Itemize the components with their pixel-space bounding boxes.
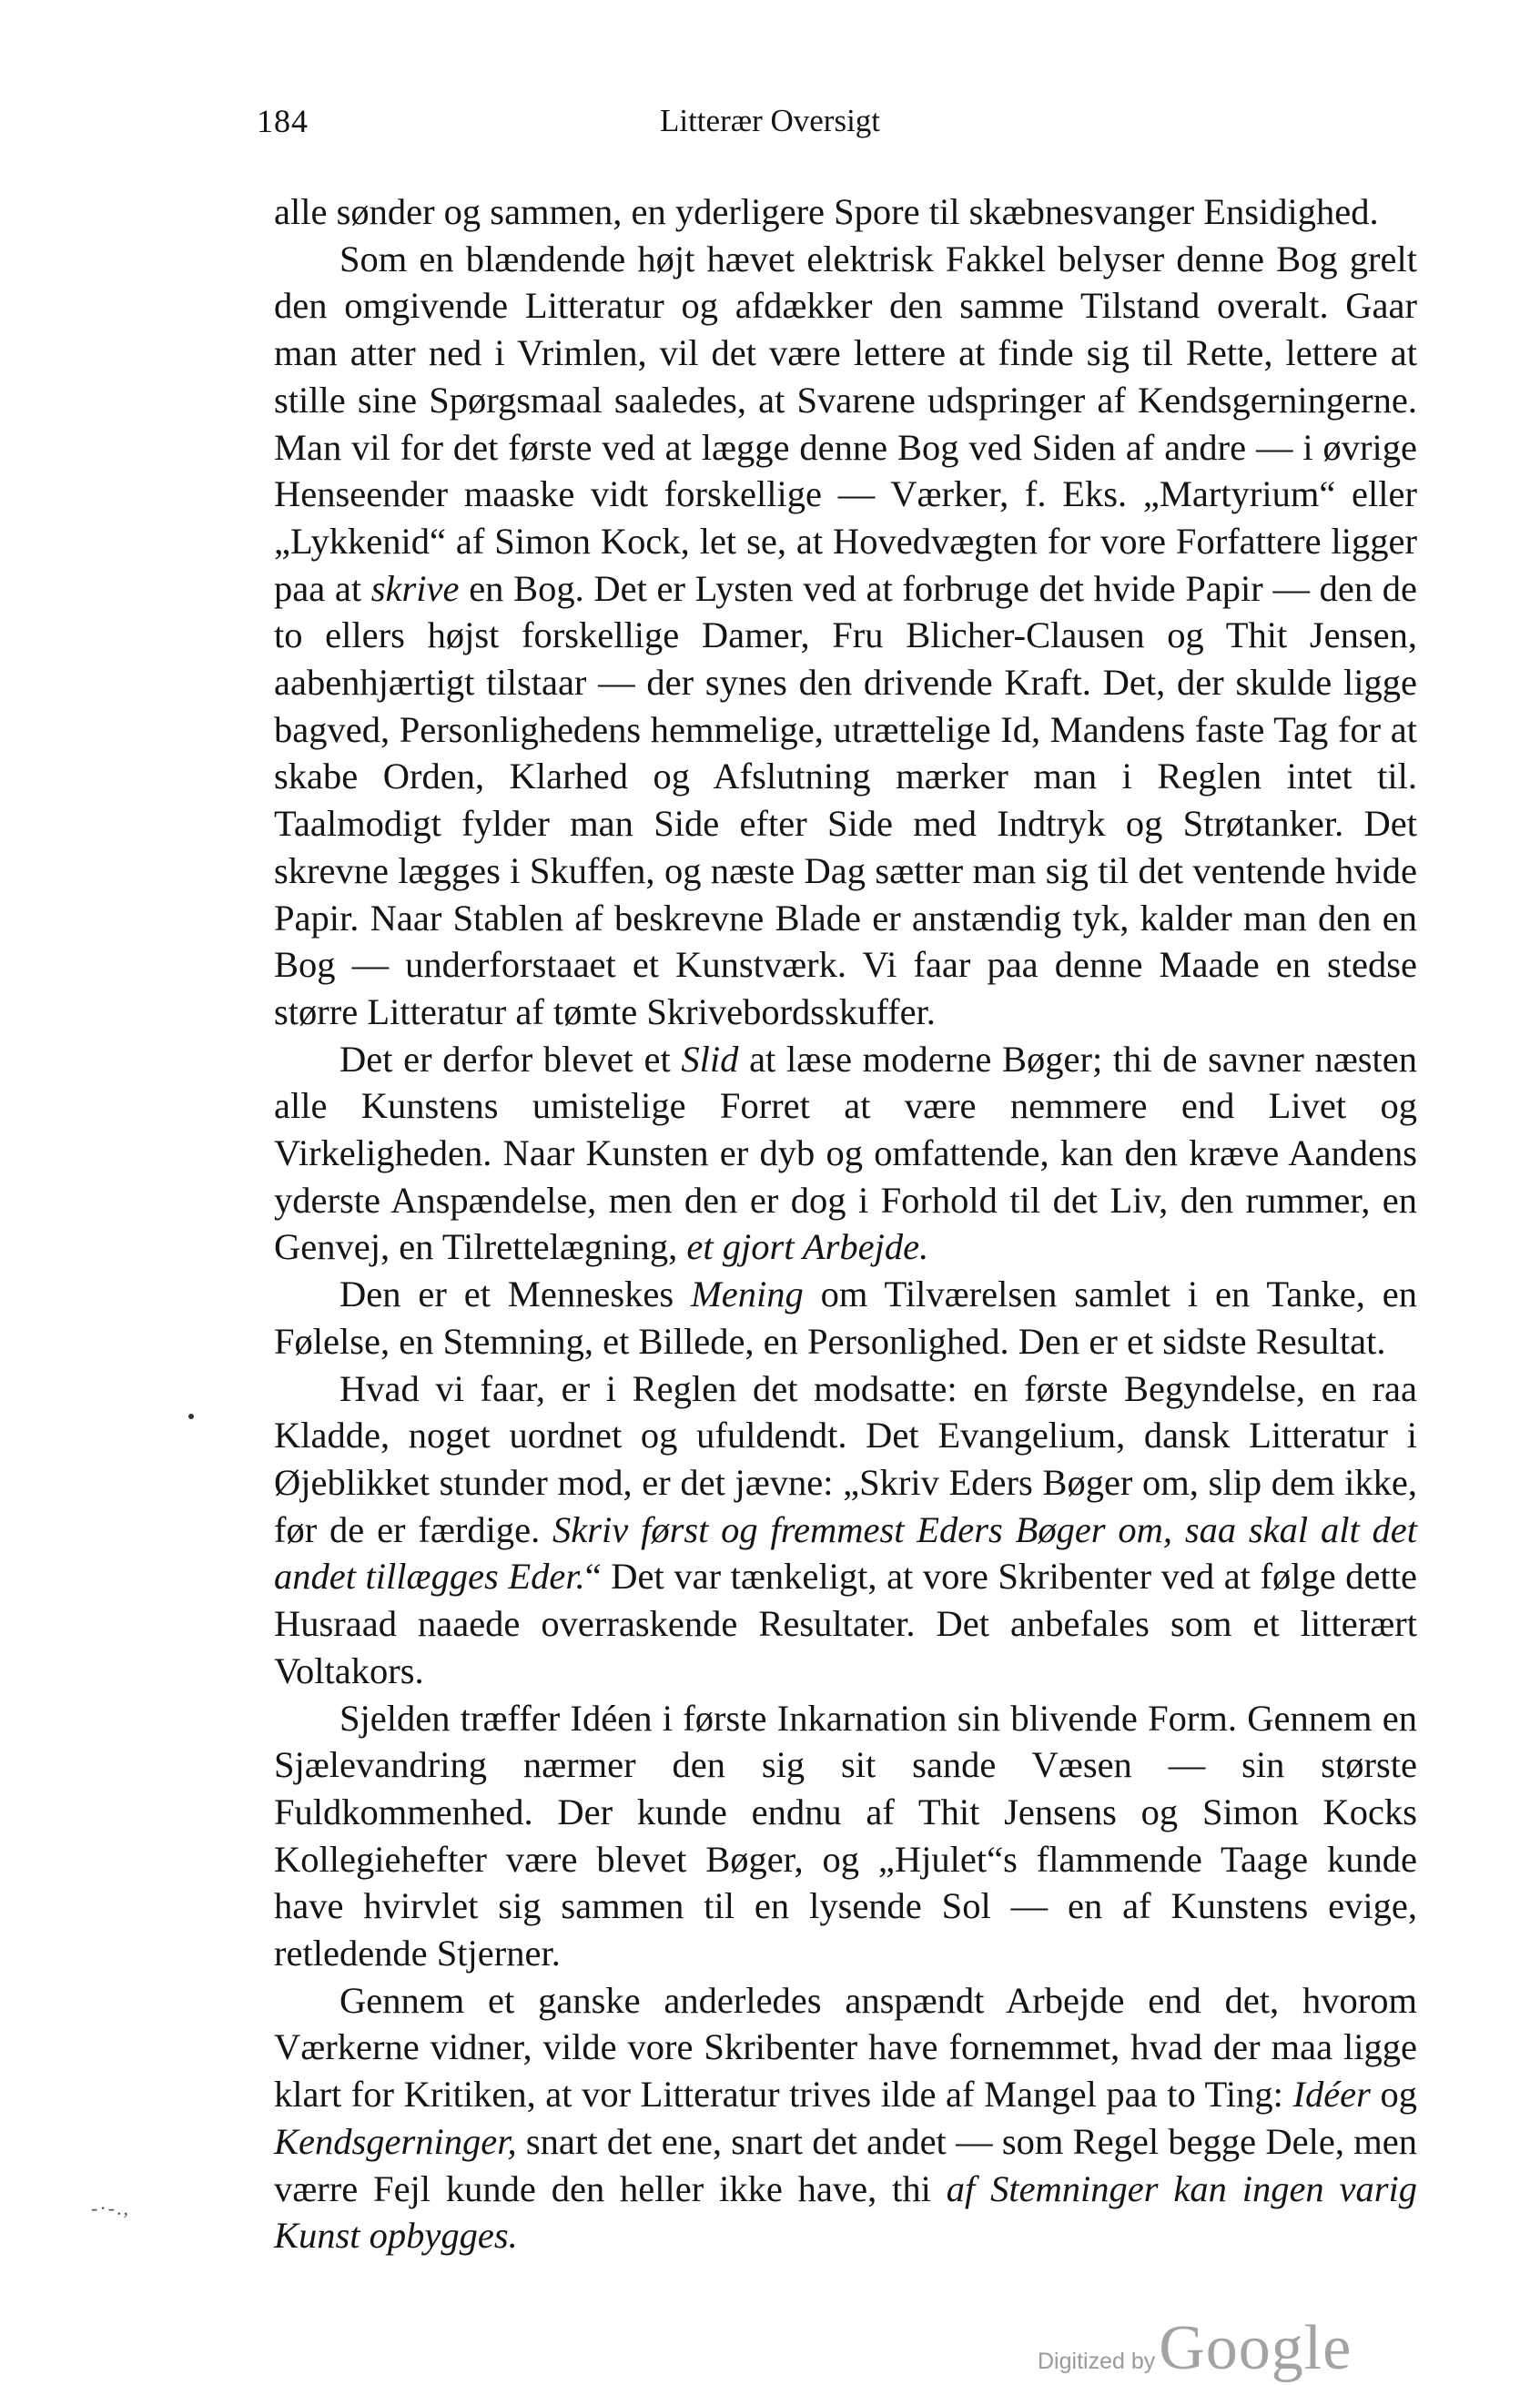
body-text bbox=[274, 188, 1417, 2259]
paragraph-2-tail: en Bog. Det er Lysten ved at forbruge det hvide Papir — den de to ellers højst forskellige Damer, Fru Blicher-Clausen og Thit Jensen, aabenhjærtigt tilstaar — der synes den drivende Kraft. Det, der skulde ligge bagved, Personlighedens hemmelige, utrættelige Id, Mandens faste Tag for at skabe Orden, Klarhed og Afslutning mærker man i Reglen intet til. Taalmodigt fylder man Side efter Side med Indtryk og Strøtanker. Det skrevne lægges i Skuffen, og næste Dag sætter man sig til det ventende hvide Papir. Naar Stablen af beskrevne Blade er anstændig tyk, kalder man den en Bog — underforstaaet et Kunstværk. Vi faar paa denne Maade en stedse større Litteratur af tømte Skrivebordsskuffer. bbox=[274, 567, 1418, 1032]
paragraph-7-emphasis-2: Kendsgerninger, bbox=[274, 2120, 517, 2162]
paragraph-2-emphasis: skrive bbox=[370, 567, 460, 609]
paragraph-2 bbox=[274, 236, 1417, 1036]
paragraph-7-text-b: og bbox=[1380, 2074, 1418, 2116]
paragraph-2-text: Som en blændende højt hævet elektrisk Fakkel belyser denne Bog grelt den omgivende Litteratur og afdækker den samme Tilstand overalt. Gaar man atter ned i Vrimlen, vil det være lettere at finde sig til Rette, lettere at stille sine Spørgsmaal saaledes, at Svarene udspringer af Kendsgerningerne. Man vil for det første ved at lægge denne Bog ved Siden af andre — i øvrige Henseender maaske vidt forskellige — Værker, f. Eks. „Martyrium“ eller „Lykkenid“ af Simon Kock, let se, at Hovedvægten for vore Forfattere ligger paa at bbox=[274, 238, 1417, 609]
stray-mark: -·-., bbox=[91, 2197, 130, 2219]
paragraph-5-emphasis: Skriv først og fremmest Eders Bøger om, saa skal alt det andet tillægges Eder. bbox=[274, 1508, 1418, 1598]
paragraph-7-emphasis-3: af Stemninger kan ingen varig Kunst opbygges. bbox=[274, 2167, 1418, 2257]
paragraph-3-emphasis-2: et gjort Arbejde. bbox=[686, 1226, 929, 1268]
stray-dot bbox=[188, 1414, 194, 1419]
paragraph-6 bbox=[274, 1695, 1417, 1977]
running-title: Litterær Oversigt bbox=[659, 103, 881, 138]
google-logo: Google bbox=[1159, 2313, 1353, 2383]
page-number: 184 bbox=[257, 103, 309, 139]
paragraph-1 bbox=[274, 188, 1417, 236]
paragraph-3 bbox=[274, 1036, 1417, 1272]
paragraph-5-text-a: Hvad vi faar, er i Reglen det modsatte: en første Begyndelse, en raa Kladde, noget uordnet og ufuldendt. Det Evangelium, dansk Litteratur i Øjeblikket stunder mod, er det jævne: „Skriv Eders Bøger om, slip dem ikke, før de er færdige. bbox=[274, 1367, 1417, 1550]
paragraph-3-text-b: at læse moderne Bøger; thi de savner næsten alle Kunstens umistelige Forret at være nemmere end Livet og Virkeligheden. Naar Kunsten er dyb og omfattende, kan den kræve Aandens yderste Anspændelse, men den er dog i Forhold til det Liv, den rummer, en Genvej, en Tilrettelægning, bbox=[274, 1038, 1418, 1268]
digitized-watermark bbox=[1038, 2312, 1352, 2385]
watermark-prefix: Digitized by bbox=[1038, 2349, 1156, 2374]
paragraph-3-emphasis-1: Slid bbox=[681, 1038, 739, 1080]
paragraph-6-text: Sjelden træffer Idéen i første Inkarnation sin blivende Form. Gennem en Sjælevandring nærmer den sig sit sande Væsen — sin største Fuldkommenhed. Der kunde endnu af Thit Jensens og Simon Kocks Kollegiehefter være blevet Bøger, og „Hjulet“s flammende Taage kunde have hvirvlet sig sammen til en lysende Sol — en af Kunstens evige, retledende Stjerner. bbox=[274, 1697, 1417, 1974]
paragraph-5-text-b: “ Det var tænkeligt, at vore Skribenter ved at følge dette Husraad naaede overraskende Resultater. Det anbefales som et litterært Voltakors. bbox=[274, 1556, 1417, 1691]
paragraph-7 bbox=[274, 1977, 1417, 2259]
paragraph-7-emphasis-1: Idéer bbox=[1292, 2074, 1371, 2116]
paragraph-7-text-a: Gennem et ganske anderledes anspændt Arbejde end det, hvorom Værkerne vidner, vilde vore Skribenter have fornemmet, hvad der maa ligge klart for Kritiken, at vor Litteratur trives ilde af Mangel paa to Ting: bbox=[274, 1979, 1417, 2116]
paragraph-4-emphasis: Mening bbox=[691, 1274, 804, 1315]
paragraph-5 bbox=[274, 1365, 1417, 1695]
paragraph-1-text: alle sønder og sammen, en yderligere Spore til skæbnesvanger Ensidighed. bbox=[274, 191, 1379, 232]
paragraph-7-text-c: snart det ene, snart det andet — som Regel begge Dele, men værre Fejl kunde den heller ikke have, thi bbox=[274, 2120, 1417, 2209]
paragraph-4 bbox=[274, 1271, 1417, 1365]
paragraph-3-text-a: Det er derfor blevet et bbox=[339, 1038, 671, 1080]
paragraph-4-text-a: Den er et Menneskes bbox=[339, 1274, 674, 1315]
paragraph-4-text-b: om Tilværelsen samlet i en Tanke, en Følelse, en Stemning, et Billede, en Personlighed. Den er et sidste Resultat. bbox=[274, 1274, 1418, 1362]
